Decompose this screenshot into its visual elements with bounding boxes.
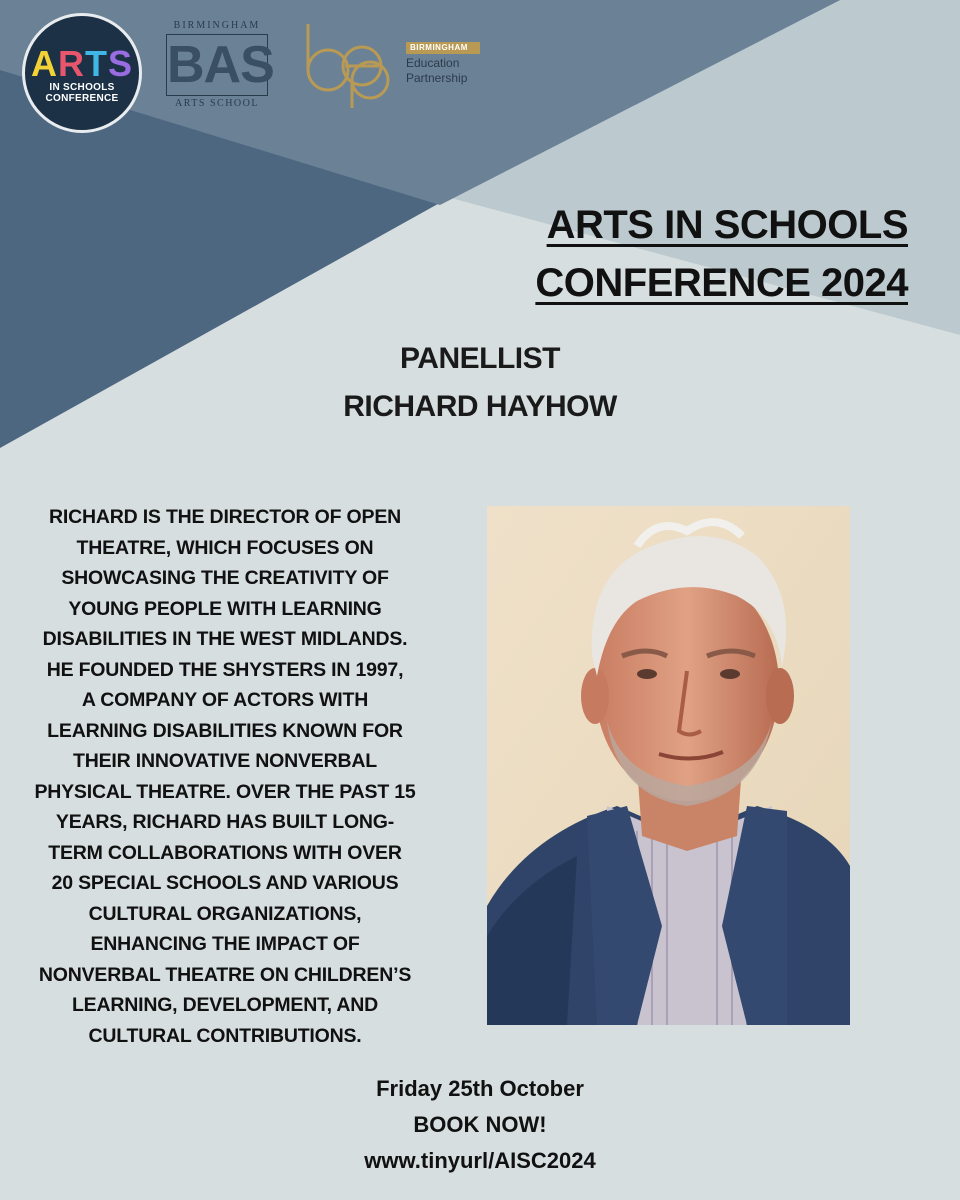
- arts-letter-a: A: [30, 43, 58, 84]
- conference-title-line2: CONFERENCE 2024: [535, 261, 908, 305]
- arts-logo-line1: IN SCHOOLS: [49, 82, 115, 93]
- panellist-role: PANELLIST: [400, 342, 560, 375]
- panellist-photo: [487, 506, 850, 1025]
- conference-title: [535, 196, 908, 312]
- panellist-bio: RICHARD IS THE DIRECTOR OF OPEN THEATRE, WHICH FOCUSES ON SHOWCASING THE CREATIVITY OF YOUNG PEOPLE WITH LEARNING DISABILITIES IN THE WEST MIDLANDS. HE FOUNDED THE SHYSTERS IN 1997, A COMPANY OF ACTORS WITH LEARNING DISABILITIES KNOWN FOR THEIR INNOVATIVE NONVERBAL PHYSICAL THEATRE. OVER THE PAST 15 YEARS, RICHARD HAS BUILT LONG- TERM COLLABORATIONS WITH OVER 20 SPECIAL SCHOOLS AND VARIOUS CULTURAL ORGANIZATIONS, ENHANCING THE IMPACT OF NONVERBAL THEATRE ON CHILDREN’S LEARNING, DEVELOPMENT, AND CULTURAL CONTRIBUTIONS.: [34, 506, 416, 1047]
- panellist-name: RICHARD HAYHOW: [343, 390, 617, 423]
- booking-url[interactable]: www.tinyurl/AISC2024: [364, 1148, 596, 1173]
- book-now-text: BOOK NOW!: [413, 1112, 547, 1137]
- arts-logo-word: [25, 43, 139, 84]
- arts-logo-line2: CONFERENCE: [45, 93, 119, 104]
- bas-logo: [166, 20, 274, 124]
- panellist-heading: [0, 335, 960, 431]
- event-date: Friday 25th October: [376, 1076, 584, 1101]
- conference-title-line1: ARTS IN SCHOOLS: [546, 203, 908, 247]
- bep-logo: [300, 20, 490, 115]
- bep-logo-line2: Partnership: [406, 71, 468, 85]
- arts-letter-t: T: [84, 43, 108, 84]
- bas-logo-mark: BAS: [167, 36, 274, 94]
- arts-in-schools-logo: [22, 13, 142, 133]
- event-footer: [0, 1071, 960, 1179]
- bep-logo-text: [406, 56, 467, 86]
- bep-logo-badge: BIRMINGHAM: [406, 42, 480, 54]
- bep-logo-line1: Education: [406, 56, 460, 70]
- bep-logo-icon: [300, 20, 410, 110]
- arts-letter-r: R: [57, 43, 85, 84]
- bas-logo-top: BIRMINGHAM: [173, 20, 261, 31]
- arts-letter-s: S: [107, 43, 133, 84]
- bas-logo-bottom: ARTS SCHOOL: [175, 98, 259, 109]
